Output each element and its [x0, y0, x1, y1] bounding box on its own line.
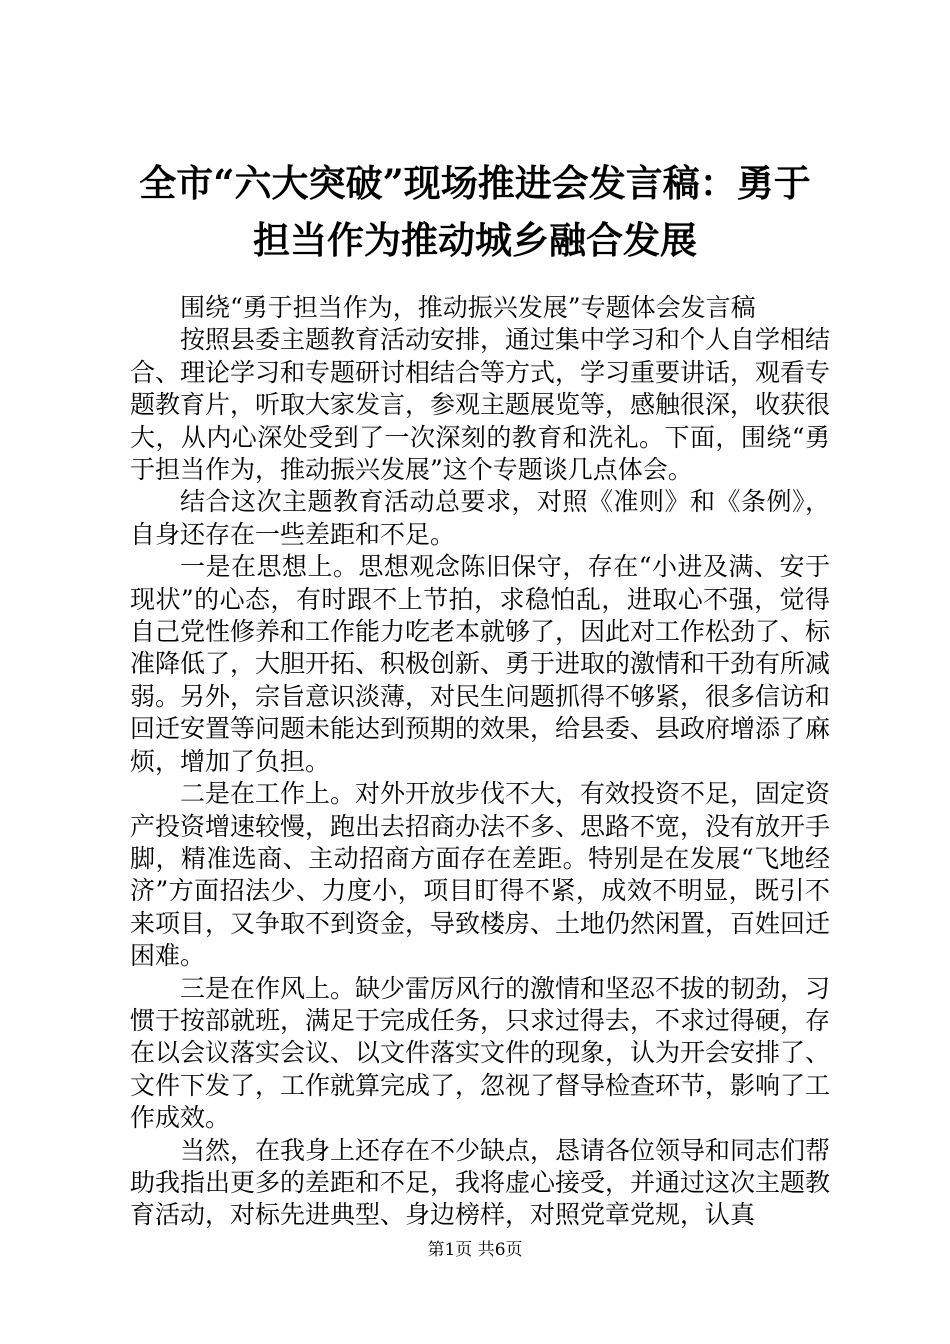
paragraph-thinking: 一是在思想上。思想观念陈旧保守，存在“小进及满、安于现状”的心态，有时跟不上节拍，求稳怕乱，进取心不强，觉得自己党性修养和工作能力吃老本就够了，因此对工作松劲了、标准降低了，大胆开拓、积极创新、勇于进取的激情和干劲有所减弱。另外，宗旨意识淡薄，对民生问题抓得不够紧，很多信访和回迁安置等问题未能达到预期的效果，给县委、县政府增添了麻烦，增加了负担。: [130, 552, 831, 776]
document-body: [130, 292, 830, 1232]
page-number-footer: 第1页 共6页: [427, 1240, 523, 1260]
paragraph-subtitle: 围绕“勇于担当作为，推动振兴发展”专题体会发言稿: [180, 293, 756, 322]
paragraph-intro: 按照县委主题教育活动安排，通过集中学习和个人自学相结合、理论学习和专题研讨相结合等方式，学习重要讲话，观看专题教育片，听取大家发言，参观主题展览等，感触很深，收获很大，从内心深处受到了一次深刻的教育和洗礼。下面，围绕“勇于担当作为，推动振兴发展”这个专题谈几点体会。: [130, 325, 831, 485]
paragraph-work: 二是在工作上。对外开放步伐不大，有效投资不足，固定资产投资增速较慢，跑出去招商办法不多、思路不宽，没有放开手脚，精准选商、主动招商方面存在差距。特别是在发展“飞地经济”方面招法少、力度小，项目盯得不紧，成效不明显，既引不来项目，又争取不到资金，导致楼房、土地仍然闲置，百姓回迁困难。: [130, 779, 831, 971]
document-title: 全市“六大突破”现场推进会发言稿：勇于担当作为推动城乡融合发展: [139, 161, 811, 262]
paragraph-closing: 当然，在我身上还存在不少缺点，恳请各位领导和同志们帮助我指出更多的差距和不足，我将虚心接受，并通过这次主题教育活动，对标先进典型、身边榜样，对照党章党规，认真: [130, 1135, 831, 1230]
paragraph-style: 三是在作风上。缺少雷厉风行的激情和坚忍不拔的韧劲，习惯于按部就班，满足于完成任务，只求过得去，不求过得硬，存在以会议落实会议、以文件落实文件的现象，认为开会安排了、文件下发了，工作就算完成了，忽视了督导检查环节，影响了工作成效。: [130, 973, 831, 1133]
paragraph-summary: 结合这次主题教育活动总要求，对照《准则》和《条例》，自身还存在一些差距和不足。: [130, 487, 830, 549]
